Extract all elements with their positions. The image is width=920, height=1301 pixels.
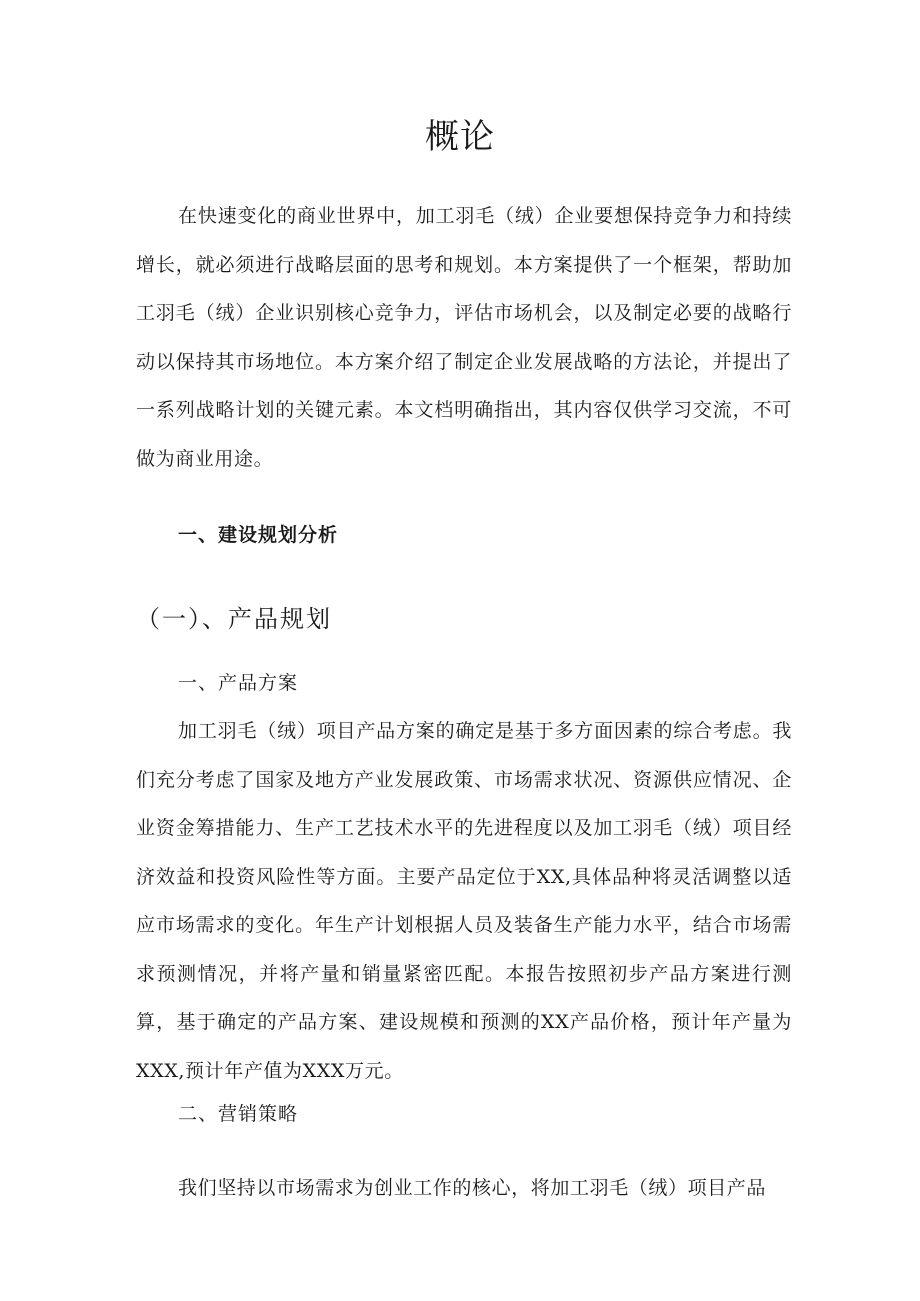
product-plan-paragraph: 加工羽毛（绒）项目产品方案的确定是基于多方面因素的综合考虑。我们充分考虑了国家及地方产业发展政策、市场需求状况、资源供应情况、企业资金筹措能力、生产工艺技术水平的先进程度以及加工羽毛（绒）项目经济效益和投资风险性等方面。主要产品定位于XX,具体品种将灵活调整以适应市场需求的变化。年生产计划根据人员及装备生产能力水平，结合市场需求预测情况，并将产量和销量紧密匹配。本报告按照初步产品方案进行测算，基于确定的产品方案、建设规模和预测的XX产品价格，预计年产量为XXX,预计年产值为XXX万元。	[136, 720, 792, 1082]
intro-paragraph: 在快速变化的商业世界中，加工羽毛（绒）企业要想保持竞争力和持续增长，就必须进行战略层面的思考和规划。本方案提供了一个框架，帮助加工羽毛（绒）企业识别核心竞争力，评估市场机会，以及制定必要的战略行动以保持其市场地位。本方案介绍了制定企业发展战略的方法论，并提出了一系列战略计划的关键元素。本文档明确指出，其内容仅供学习交流，不可做为商业用途。	[136, 205, 792, 470]
item-heading-marketing-strategy: 二、营销策略	[178, 1103, 299, 1125]
subsection-heading-product-planning: （一）、产品规划	[136, 605, 332, 633]
document-title: 概论	[425, 117, 495, 157]
marketing-strategy-paragraph: 我们坚持以市场需求为创业工作的核心，将加工羽毛（绒）项目产品	[178, 1177, 767, 1199]
item-heading-product-plan: 一、产品方案	[178, 672, 299, 694]
section-heading-planning-analysis: 一、建设规划分析	[178, 524, 339, 546]
